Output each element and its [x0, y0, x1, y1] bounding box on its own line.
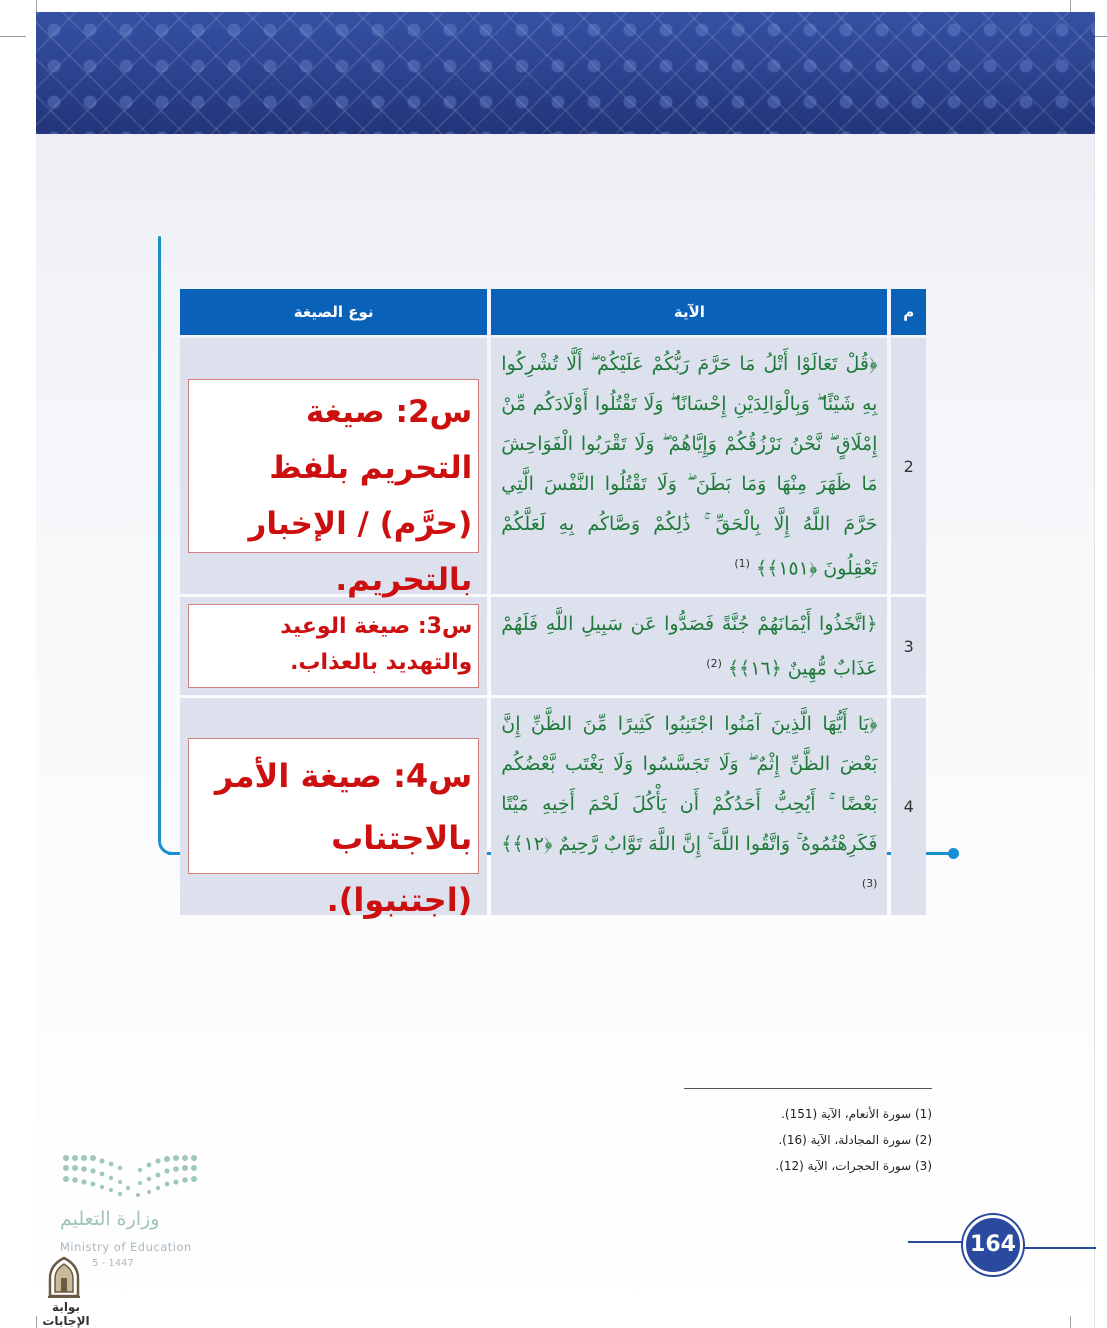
answer-box: س2: صيغة التحريم بلفظ (حرَّم) / الإخبار بالتحريم. — [188, 379, 479, 553]
crop-mark — [0, 36, 26, 37]
footnote-item: (2) سورة المجادلة، الآية (16). — [778, 1133, 932, 1147]
footnote-item: (3) سورة الحجرات، الآية (12). — [775, 1159, 932, 1173]
ayah-text: ﴿يَا أَيُّهَا الَّذِينَ آمَنُوا اجْتَنِبُوا كَثِيرًا مِّنَ الظَّنِّ إِنَّ بَعْضَ الظَّنِّ إِثْمٌ ۖ وَلَا تَجَسَّسُوا وَلَا يَغْتَب بَّعْضُكُم بَعْضًا ۚ أَيُحِبُّ أَحَدُكُمْ أَن يَأْكُلَ لَحْمَ أَخِيهِ مَيْتًا فَكَرِهْتُمُوهُ ۚ وَاتَّقُوا اللَّهَ ۚ إِنَّ اللَّهَ تَوَّابٌ رَّحِيمٌ ﴿١٢﴾﴾ — [501, 713, 878, 856]
type-cell — [180, 597, 487, 695]
ayah-text: ﴿اتَّخَذُوا أَيْمَانَهُمْ جُنَّةً فَصَدُّوا عَن سَبِيلِ اللَّهِ فَلَهُمْ عَذَابٌ مُّهِينٌ ﴿١٦﴾﴾ — [501, 613, 878, 680]
header-pattern-banner — [36, 12, 1095, 134]
footnotes — [640, 1101, 932, 1179]
header-num: م — [891, 289, 926, 335]
watermark-text: بوابة الإجابات — [42, 1300, 90, 1328]
row-number: 2 — [891, 338, 926, 594]
crop-mark — [1094, 12, 1095, 1328]
watermark-logo-icon — [44, 1256, 84, 1300]
table-row — [180, 338, 926, 594]
header-ayah: الآية — [491, 289, 887, 335]
answer-box: س4: صيغة الأمر بالاجتناب (اجتنبوا). — [188, 738, 479, 874]
ministry-name-arabic: وزارة التعليم — [60, 1208, 160, 1230]
table-row — [180, 597, 926, 695]
table-row — [180, 698, 926, 914]
type-cell — [180, 338, 487, 599]
crop-mark — [1070, 1316, 1071, 1328]
ayah-cell — [491, 698, 887, 914]
row-number: 3 — [891, 597, 926, 695]
table-header-row — [180, 289, 926, 335]
page-number-line — [908, 1241, 966, 1243]
answer-box: س3: صيغة الوعيد والتهديد بالعذاب. — [188, 604, 479, 688]
footnote-ref: (2) — [706, 657, 722, 671]
ayah-text: ﴿قُلْ تَعَالَوْا أَتْلُ مَا حَرَّمَ رَبُّكُمْ عَلَيْكُمْ ۖ أَلَّا تُشْرِكُوا بِهِ شَيْئًا ۖ وَبِالْوَالِدَيْنِ إِحْسَانًا ۖ وَلَا تَقْتُلُوا أَوْلَادَكُم مِّنْ إِمْلَاقٍ ۖ نَّحْنُ نَرْزُقُكُمْ وَإِيَّاهُمْ ۖ وَلَا تَقْرَبُوا الْفَوَاحِشَ مَا ظَهَرَ مِنْهَا وَمَا بَطَنَ ۖ وَلَا تَقْتُلُوا النَّفْسَ الَّتِي حَرَّمَ اللَّهُ إِلَّا بِالْحَقِّ ۚ ذَٰلِكُمْ وَصَّاكُم بِهِ لَعَلَّكُمْ تَعْقِلُونَ ﴿١٥١﴾﴾ — [501, 353, 878, 580]
ayah-cell — [491, 338, 887, 594]
footnote-item: (1) سورة الأنعام، الآية (151). — [781, 1107, 932, 1121]
frame-line — [158, 236, 161, 840]
ministry-name-english: Ministry of Education — [60, 1240, 192, 1254]
ministry-year: 5 - 1447 — [92, 1258, 134, 1269]
ministry-logo-dots — [62, 1152, 198, 1200]
page-number-line — [1018, 1247, 1096, 1249]
ayah-cell — [491, 597, 887, 695]
row-number: 4 — [891, 698, 926, 914]
footnote-separator — [684, 1088, 932, 1089]
header-type: نوع الصيغة — [180, 289, 487, 335]
verses-table — [176, 286, 930, 918]
type-cell — [180, 698, 487, 920]
frame-dot — [948, 848, 959, 859]
page-number: 164 — [963, 1215, 1023, 1275]
footnote-ref: (1) — [734, 557, 750, 570]
footnote-ref: (3) — [861, 877, 878, 891]
